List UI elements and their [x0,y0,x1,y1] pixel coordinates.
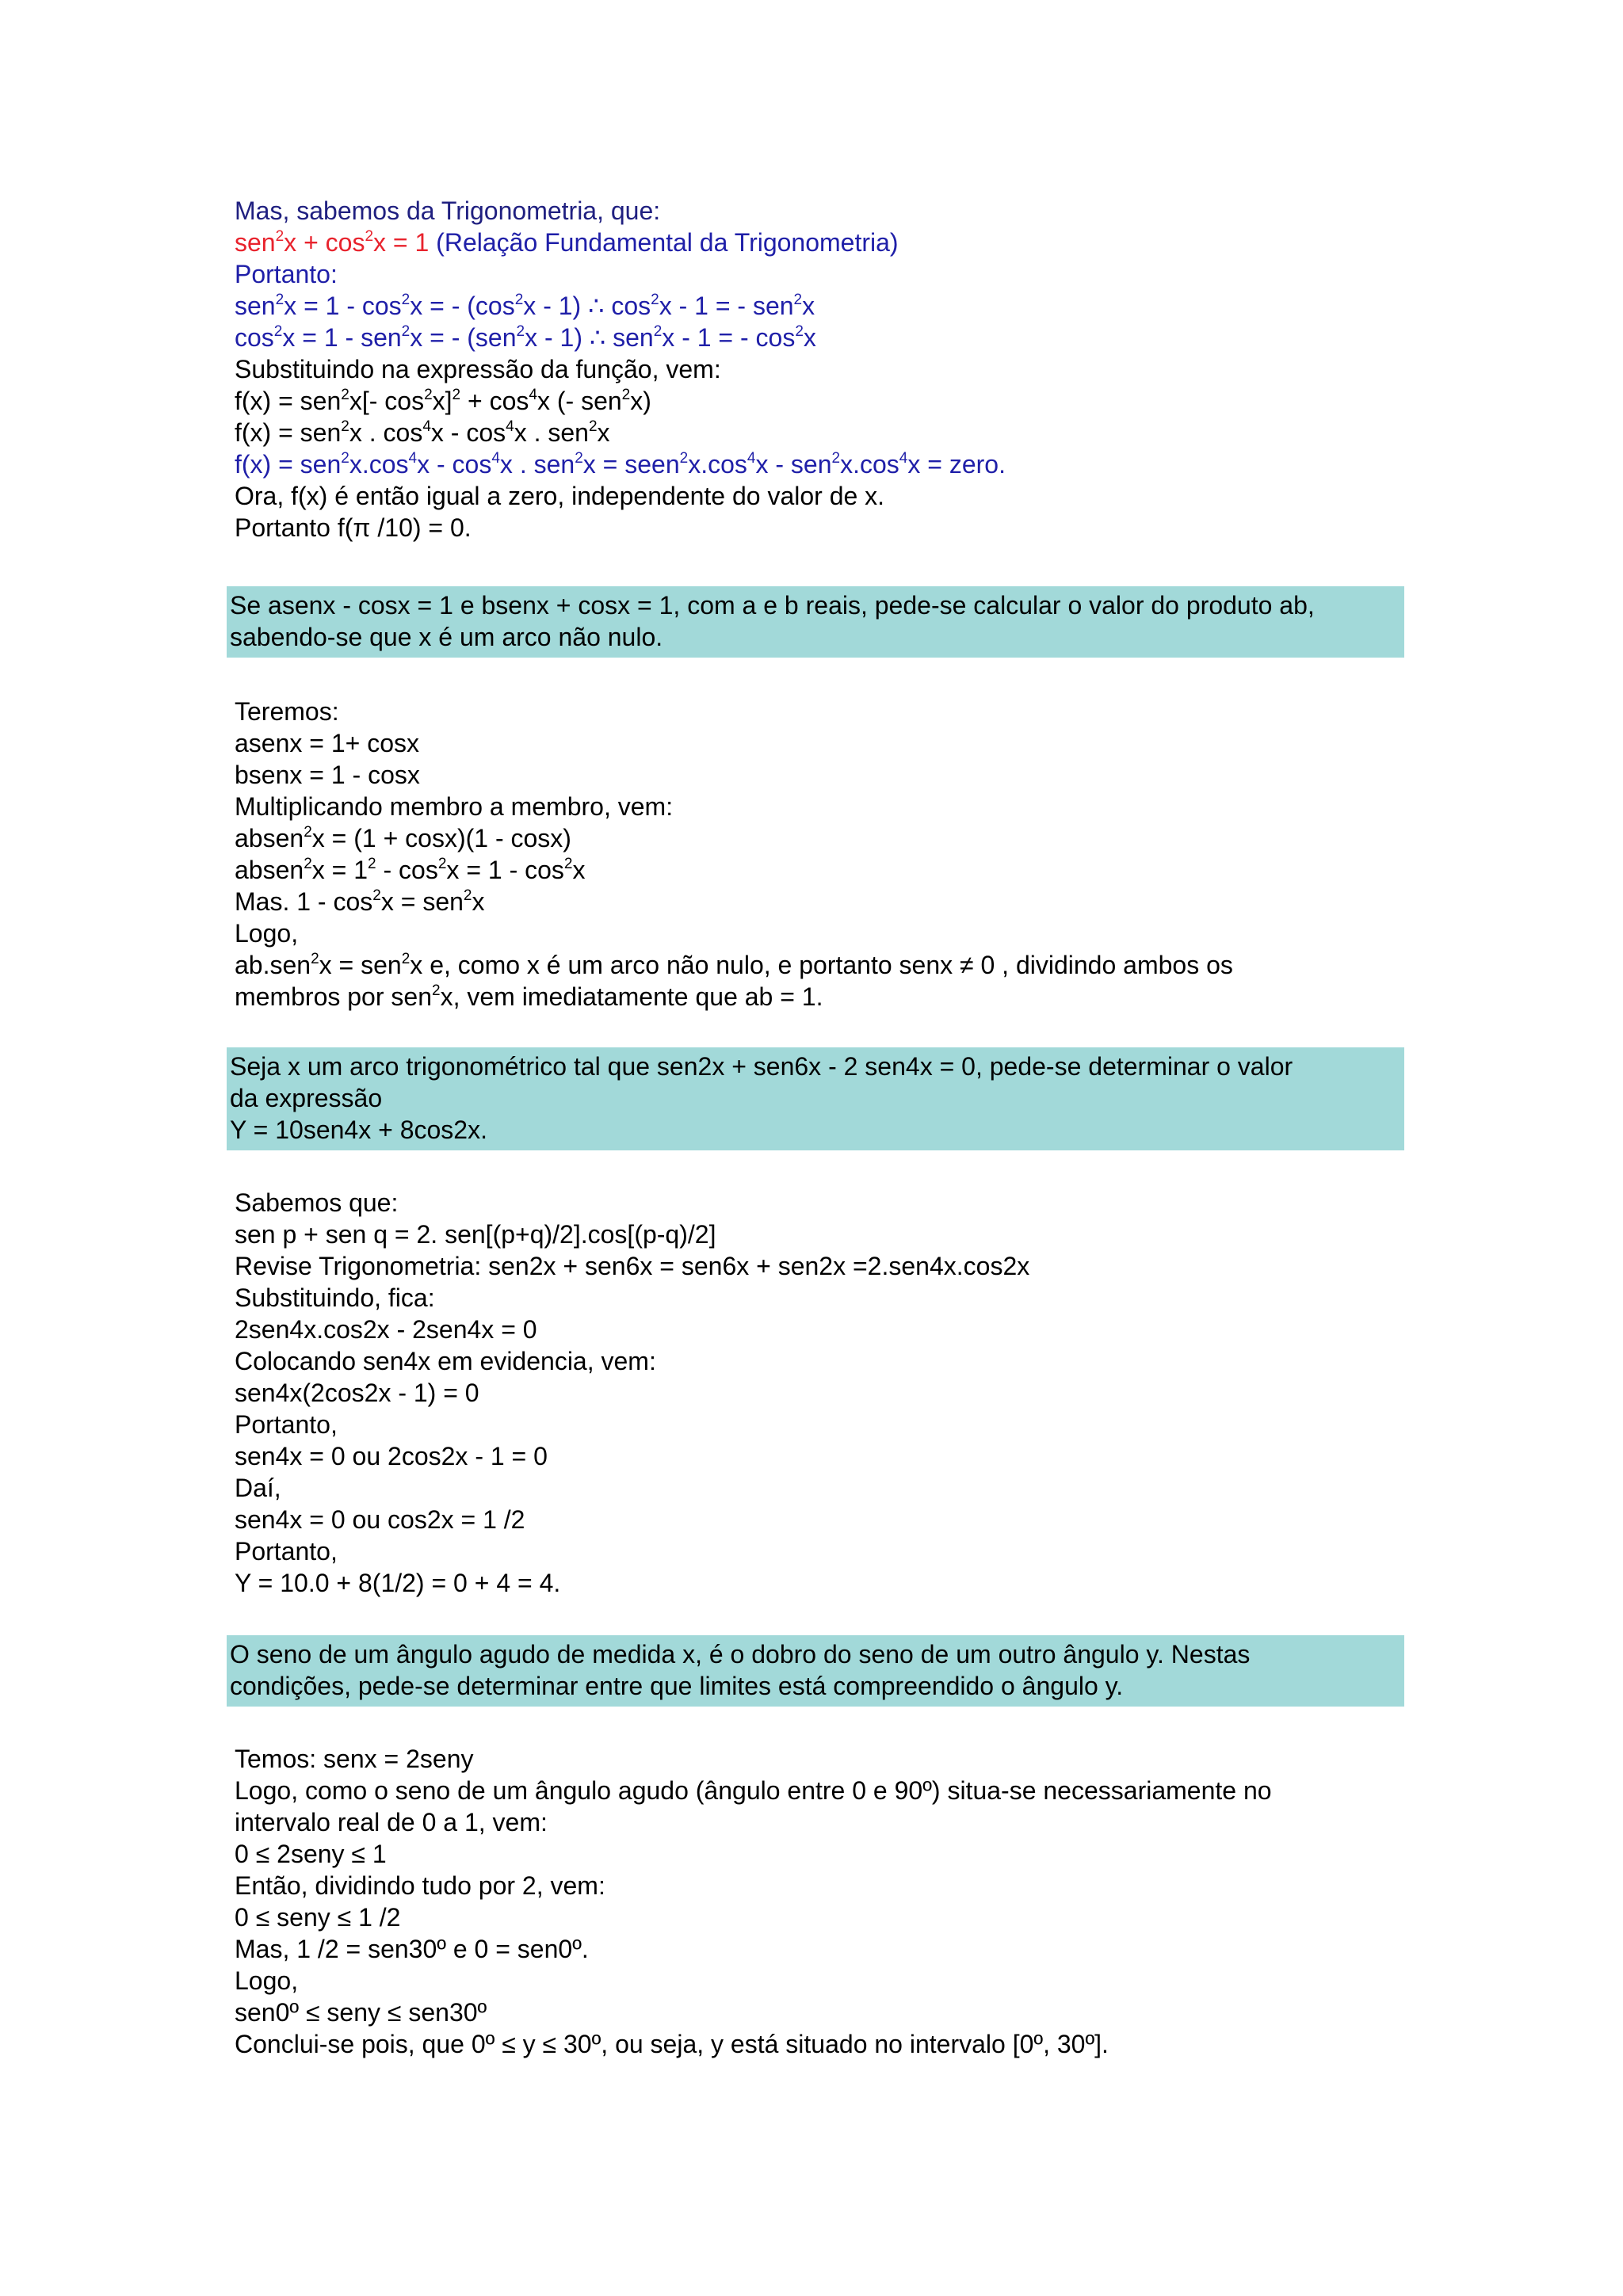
answer-2-line: Sabemos que: [235,1188,399,1217]
fundamental-relation-line: $sen^2x + \cos^2x = 1$ (Relação Fundamental da Trigonometria) [235,228,899,257]
intro-line-4: $sen^2x = 1 - \cos^2x$ = - $(\cos^2x - 1)$ ∴ $\cos^2x - 1$ = - sen$^2$x [235,292,815,320]
answer-1-line: membros por sen$^2$x, vem imediatamente que ab = 1. [235,982,823,1011]
intro-line-7: f(x) = sen$^2$x[- $\cos^2x]^2 + \cos^4x$ (- sen$^2$x) [235,387,651,415]
answer-2-line: sen4x = 0 ou cos2x = 1 /2 [235,1505,525,1534]
answer-1-line: Logo, [235,919,299,948]
intro-line-11: Portanto f(π /10) = 0. [235,513,472,542]
answer-3-line: Conclui-se pois, que 0º ≤ y ≤ 30º, ou seja, y está situado no intervalo [0º, 30º]. [235,2030,1109,2058]
question-3-line: condições, pede-se determinar entre que limites está compreendido o ângulo y. [230,1672,1124,1700]
answer-2-line: Portanto, [235,1537,338,1566]
question-2-line: da expressão [230,1084,383,1112]
answer-1-line: asenx = 1+ cosx [235,729,420,757]
answer-2-line: Colocando sen4x em evidencia, vem: [235,1347,656,1375]
answer-1-line: absen$^2$x = $1^2 - \cos^2x = 1 - \cos^2x$ [235,856,586,884]
answer-2-line: sen4x(2cos2x - 1) = 0 [235,1379,479,1407]
question-3-line: O seno de um ângulo agudo de medida x, é o dobro do seno de um outro ângulo y. Nestas [230,1640,1251,1669]
answer-1-line: Multiplicando membro a membro, vem: [235,792,674,821]
answer-2-line: Substituindo, fica: [235,1283,435,1312]
answer-2-line: Revise Trigonometria: sen2x + sen6x = sen6x + sen2x =2.sen4x.cos2x [235,1252,1030,1280]
answer-3-line: Mas, 1 /2 = sen30º e 0 = sen0º. [235,1935,589,1963]
answer-2-line: Y = 10.0 + 8(1/2) = 0 + 4 = 4. [235,1569,561,1597]
answer-3-line: Temos: senx = 2seny [235,1745,474,1773]
answer-1-line: Teremos: [235,697,339,726]
intro-line-10: Ora, f(x) é então igual a zero, independente do valor de x. [235,482,885,510]
answer-2-line: 2sen4x.cos2x - 2sen4x = 0 [235,1315,537,1344]
answer-3-line: sen0º ≤ seny ≤ sen30º [235,1998,487,2027]
answer-1-section [235,696,1407,1013]
question-1-box [227,586,1404,658]
answer-1-line: bsenx = 1 - cosx [235,761,420,789]
answer-3-line: Logo, [235,1966,299,1995]
question-2-line: Y = 10sen4x + 8cos2x. [230,1116,487,1144]
intro-line-8: f(x) = sen$^2$x . $\cos^4x - \cos^4x$ . sen$^2$x [235,418,610,447]
answer-1-line: absen$^2$x = (1 + cosx)(1 - cosx) [235,824,571,852]
answer-2-line: Portanto, [235,1410,338,1439]
intro-line-6: Substituindo na expressão da função, vem: [235,355,721,383]
answer-3-line: 0 ≤ seny ≤ 1 /2 [235,1903,401,1932]
intro-line-9: $f(x) = sen^2x.\cos^4x - \cos^4x$ . $sen^2x = seen^2x.\cos^4x - sen^2x.\cos^4x$ = zero. [235,450,1006,479]
answer-3-line: intervalo real de 0 a 1, vem: [235,1808,548,1836]
answer-3-line: Logo, como o seno de um ângulo agudo (ângulo entre 0 e 90º) situa-se necessariamente no [235,1776,1272,1805]
intro-line-1: Mas, sabemos da Trigonometria, que: [235,196,661,225]
intro-section [235,195,1407,543]
intro-line-5: $\cos^2x = 1 - sen^2x$ = - (sen$^2$x - 1) ∴ sen$^2$x - 1 = - $\cos^2x$ [235,323,816,352]
answer-3-section [235,1743,1407,2060]
intro-line-3: Portanto: [235,260,338,288]
answer-2-line: sen p + sen q = 2. sen[(p+q)/2].cos[(p-q)/2] [235,1220,716,1249]
question-1-text: Se asenx - cosx = 1 e bsenx + cosx = 1, com a e b reais, pede-se calcular o valor do produto ab, sabendo-se que x é um arco não nulo. [230,591,1315,651]
question-3-box [227,1635,1404,1707]
answer-1-line: ab.sen$^2$x = sen$^2$x e, como x é um arco não nulo, e portanto senx ≠ 0 , dividindo ambos os [235,951,1233,979]
question-2-line: Seja x um arco trigonométrico tal que sen2x + sen6x - 2 sen4x = 0, pede-se determinar o valor [230,1052,1293,1081]
answer-2-section [235,1187,1407,1599]
answer-2-line: sen4x = 0 ou 2cos2x - 1 = 0 [235,1442,548,1470]
answer-3-line: Então, dividindo tudo por 2, vem: [235,1871,605,1900]
answer-1-line: Mas. $1 - \cos^2x = sen^2x$ [235,887,485,916]
answer-2-line: Daí, [235,1474,281,1502]
question-2-box [227,1047,1404,1150]
answer-3-line: 0 ≤ 2seny ≤ 1 [235,1840,387,1868]
